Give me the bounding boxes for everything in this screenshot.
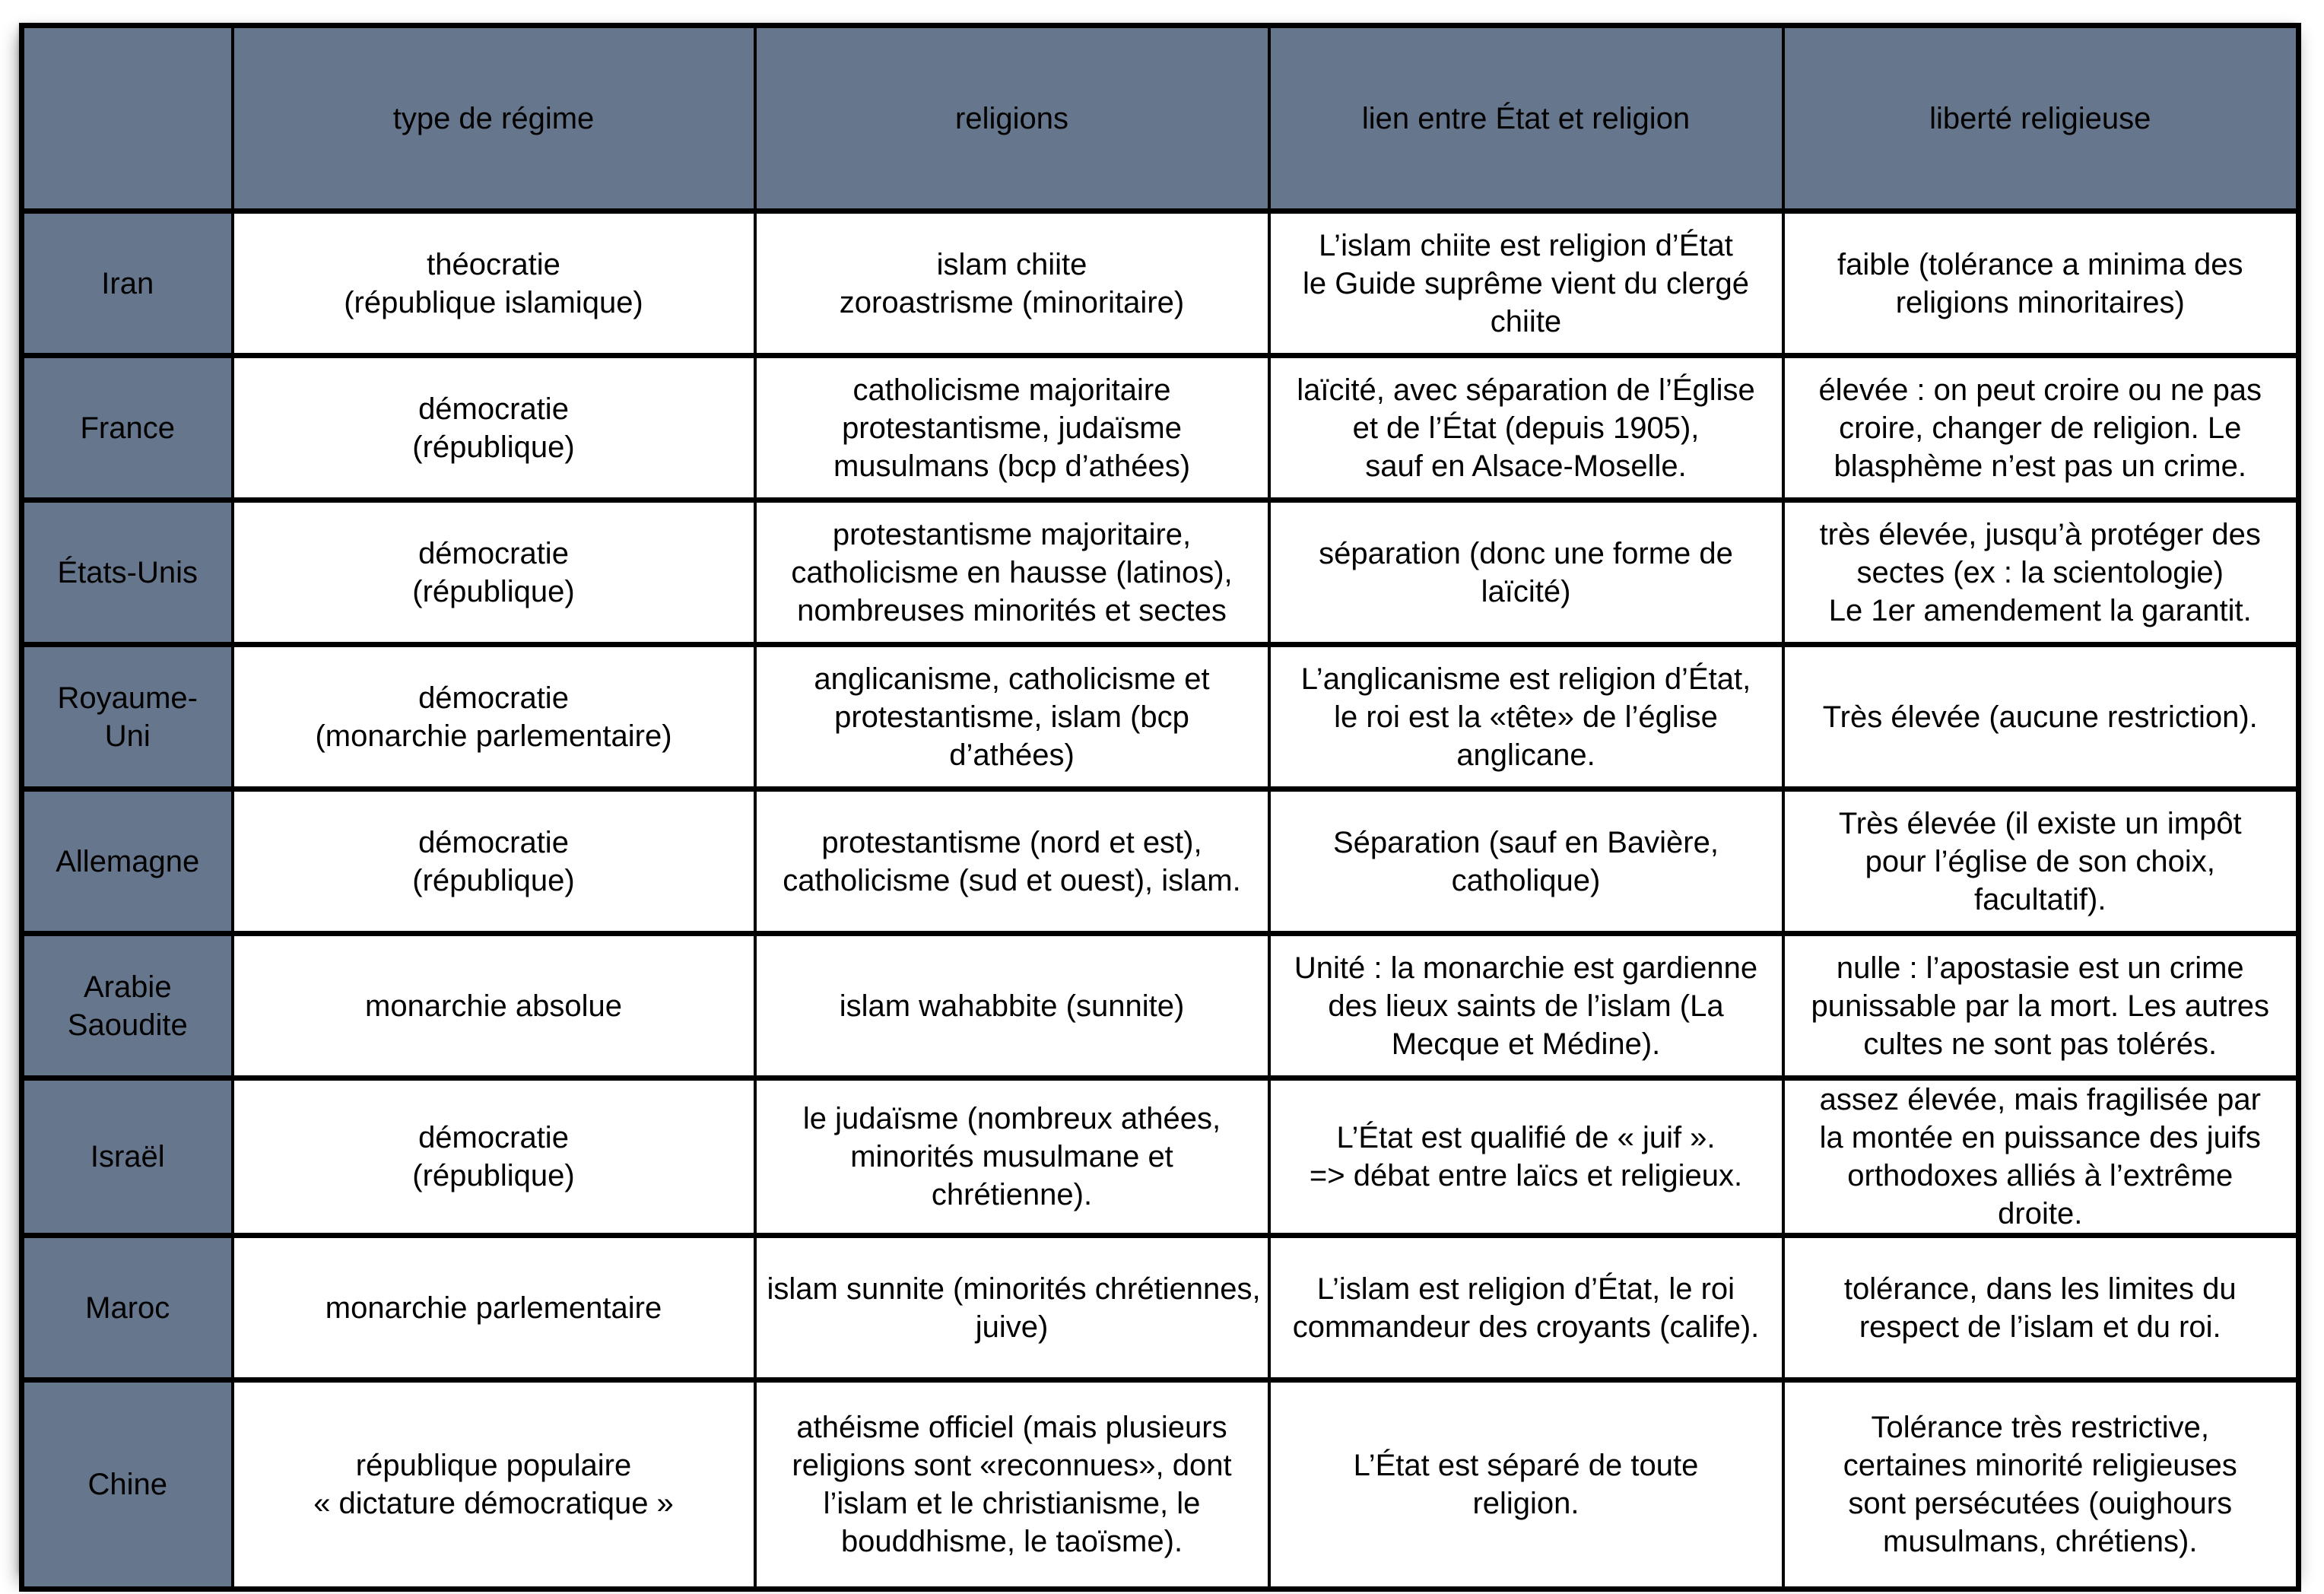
country-cell: [22, 211, 233, 356]
regime-text-line: (république): [412, 863, 575, 897]
religions-text-line: le judaïsme (nombreux athées,: [802, 1102, 1221, 1135]
lien-cell: [1269, 1380, 1783, 1589]
religions-cell: [755, 789, 1269, 934]
regime-cell: [233, 934, 755, 1078]
liberte-text-line: pour l’église de son choix,: [1865, 844, 2215, 878]
liberte-text-line: Très élevée (aucune restriction).: [1822, 700, 2258, 734]
liberte-text-line: la montée en puissance des juifs: [1819, 1121, 2261, 1154]
religions-text-line: protestantisme, judaïsme: [842, 411, 1182, 445]
liberte-text-line: croire, changer de religion. Le: [1839, 411, 2242, 445]
religions-text-line: protestantisme (nord et est),: [821, 825, 1202, 859]
header-type-de-regime: type de régime: [233, 26, 755, 211]
lien-cell: [1269, 356, 1783, 500]
regime-text-line: (république): [412, 1159, 575, 1192]
liberte-cell: [1783, 934, 2299, 1078]
country-text-line: Chine: [87, 1468, 167, 1501]
religions-text-line: religions sont «reconnues», dont: [792, 1449, 1232, 1482]
lien-cell: [1269, 1236, 1783, 1380]
regime-text-line: (monarchie parlementaire): [315, 719, 672, 753]
religions-cell: [755, 1236, 1269, 1380]
table-row: [22, 934, 2299, 1078]
country-cell: [22, 1236, 233, 1380]
liberte-text-line: respect de l’islam et du roi.: [1859, 1310, 2221, 1344]
table-row: [22, 645, 2299, 789]
table-row: [22, 356, 2299, 500]
regime-text-line: « dictature démocratique »: [313, 1487, 674, 1520]
liberte-text-line: punissable par la mort. Les autres: [1811, 989, 2270, 1023]
lien-text-line: et de l’État (depuis 1905),: [1352, 411, 1700, 445]
liberte-text-line: élevée : on peut croire ou ne pas: [1818, 373, 2262, 407]
religions-cell: [755, 1380, 1269, 1589]
country-cell: [22, 1380, 233, 1589]
regime-cell: [233, 645, 755, 789]
lien-text-line: sauf en Alsace-Moselle.: [1365, 449, 1687, 483]
country-text-line: Israël: [90, 1140, 165, 1173]
country-cell: [22, 934, 233, 1078]
regime-cell: [233, 1078, 755, 1236]
header-lien-etat-religion: lien entre État et religion: [1269, 26, 1783, 211]
country-text-line: Iran: [101, 266, 154, 300]
religions-text-line: anglicanisme, catholicisme et: [814, 662, 1210, 696]
religions-text-line: musulmans (bcp d’athées): [833, 449, 1191, 483]
country-text-line: Uni: [104, 719, 151, 753]
religions-text-line: islam chiite: [936, 247, 1087, 281]
liberte-text-line: facultatif).: [1974, 882, 2107, 916]
liberte-text-line: certaines minorité religieuses: [1843, 1449, 2237, 1482]
liberte-text-line: Tolérance très restrictive,: [1871, 1411, 2210, 1444]
regime-text-line: (république islamique): [344, 285, 643, 319]
lien-text-line: anglicane.: [1456, 738, 1595, 772]
religions-text-line: zoroastrisme (minoritaire): [839, 285, 1185, 319]
religions-text-line: catholicisme (sud et ouest), islam.: [783, 863, 1241, 897]
regime-text-line: théocratie: [427, 247, 560, 281]
liberte-text-line: tolérance, dans les limites du: [1843, 1272, 2237, 1306]
liberte-text-line: cultes ne sont pas tolérés.: [1863, 1027, 2218, 1061]
religions-text-line: protestantisme, islam (bcp: [834, 700, 1189, 734]
lien-text-line: L’islam chiite est religion d’État: [1319, 228, 1733, 262]
regime-cell: [233, 1236, 755, 1380]
country-text-line: France: [80, 411, 175, 445]
regime-text-line: (république): [412, 430, 575, 464]
comparison-table-container: [19, 23, 2296, 1572]
religions-text-line: minorités musulmane et: [850, 1140, 1173, 1173]
lien-text-line: Unité : la monarchie est gardienne: [1294, 951, 1758, 985]
regime-text-line: démocratie: [418, 536, 569, 570]
liberte-text-line: sectes (ex : la scientologie): [1856, 555, 2224, 589]
liberte-cell: [1783, 645, 2299, 789]
country-cell: [22, 645, 233, 789]
lien-text-line: Séparation (sauf en Bavière,: [1333, 825, 1719, 859]
lien-cell: [1269, 645, 1783, 789]
regime-text-line: monarchie absolue: [365, 989, 622, 1023]
liberte-cell: [1783, 500, 2299, 645]
country-text-line: Saoudite: [67, 1008, 188, 1042]
lien-text-line: chiite: [1490, 304, 1562, 338]
regime-text-line: (république): [412, 574, 575, 608]
lien-cell: [1269, 1078, 1783, 1236]
liberte-text-line: Le 1er amendement la garantit.: [1828, 593, 2252, 627]
liberte-text-line: blasphème n’est pas un crime.: [1833, 449, 2246, 483]
country-text-line: Royaume-: [57, 681, 198, 715]
table-row: [22, 500, 2299, 645]
regime-text-line: monarchie parlementaire: [325, 1291, 662, 1325]
country-cell: [22, 789, 233, 934]
regime-text-line: république populaire: [355, 1449, 632, 1482]
table-row: [22, 1078, 2299, 1236]
regime-cell: [233, 211, 755, 356]
religions-text-line: islam wahabbite (sunnite): [839, 989, 1185, 1023]
religions-text-line: protestantisme majoritaire,: [832, 517, 1192, 551]
liberte-text-line: nulle : l’apostasie est un crime: [1836, 951, 2244, 985]
liberte-cell: [1783, 1078, 2299, 1236]
religions-cell: [755, 211, 1269, 356]
religions-cell: [755, 356, 1269, 500]
regime-text-line: démocratie: [418, 825, 569, 859]
country-cell: [22, 1078, 233, 1236]
religions-cell: [755, 934, 1269, 1078]
table-row: [22, 1236, 2299, 1380]
lien-text-line: L’État est séparé de toute: [1353, 1449, 1699, 1482]
liberte-text-line: faible (tolérance a minima des: [1837, 247, 2243, 281]
liberte-text-line: Très élevée (il existe un impôt: [1838, 806, 2242, 840]
religions-text-line: l’islam et le christianisme, le: [823, 1487, 1201, 1520]
country-text-line: Arabie: [83, 970, 172, 1004]
lien-text-line: L’islam est religion d’État, le roi: [1316, 1272, 1735, 1306]
table-row: [22, 1380, 2299, 1589]
country-cell: [22, 500, 233, 645]
regime-cell: [233, 1380, 755, 1589]
state-religion-comparison-table: [19, 23, 2301, 1592]
religions-cell: [755, 500, 1269, 645]
regime-text-line: démocratie: [418, 681, 569, 715]
country-text-line: États-Unis: [57, 555, 198, 589]
liberte-cell: [1783, 1236, 2299, 1380]
country-text-line: Maroc: [85, 1291, 170, 1325]
religions-text-line: nombreuses minorités et sectes: [797, 593, 1227, 627]
lien-text-line: laïcité, avec séparation de l’Église: [1297, 373, 1755, 407]
religions-text-line: catholicisme majoritaire: [852, 373, 1171, 407]
liberte-cell: [1783, 789, 2299, 934]
liberte-text-line: assez élevée, mais fragilisée par: [1819, 1083, 2261, 1116]
religions-text-line: bouddhisme, le taoïsme).: [840, 1525, 1183, 1558]
liberte-text-line: religions minoritaires): [1895, 285, 2185, 319]
lien-text-line: catholique): [1451, 863, 1601, 897]
liberte-cell: [1783, 1380, 2299, 1589]
header-religions: religions: [755, 26, 1269, 211]
regime-text-line: démocratie: [418, 392, 569, 426]
lien-text-line: séparation (donc une forme de: [1319, 536, 1733, 570]
liberte-cell: [1783, 211, 2299, 356]
religions-text-line: athéisme officiel (mais plusieurs: [796, 1411, 1227, 1444]
lien-cell: [1269, 789, 1783, 934]
religions-cell: [755, 1078, 1269, 1236]
lien-text-line: L’État est qualifié de « juif ».: [1336, 1121, 1716, 1154]
lien-cell: [1269, 934, 1783, 1078]
lien-text-line: des lieux saints de l’islam (La: [1328, 989, 1724, 1023]
religions-text-line: juive): [975, 1310, 1049, 1344]
liberte-text-line: orthodoxes alliés à l’extrême: [1847, 1159, 2234, 1192]
liberte-text-line: sont persécutées (ouighours: [1848, 1487, 2233, 1520]
regime-cell: [233, 500, 755, 645]
lien-text-line: => débat entre laïcs et religieux.: [1309, 1159, 1743, 1192]
religions-cell: [755, 645, 1269, 789]
table-row: [22, 789, 2299, 934]
country-text-line: Allemagne: [56, 844, 200, 878]
header-row: [22, 26, 2299, 211]
lien-cell: [1269, 500, 1783, 645]
lien-cell: [1269, 211, 1783, 356]
regime-cell: [233, 789, 755, 934]
lien-text-line: le Guide suprême vient du clergé: [1303, 266, 1749, 300]
regime-cell: [233, 356, 755, 500]
lien-text-line: L’anglicanisme est religion d’État,: [1300, 662, 1751, 696]
religions-text-line: islam sunnite (minorités chrétiennes,: [767, 1272, 1261, 1306]
header-liberte-religieuse: liberté religieuse: [1783, 26, 2299, 211]
religions-text-line: d’athées): [949, 738, 1075, 772]
table-row: [22, 211, 2299, 356]
liberte-text-line: musulmans, chrétiens).: [1883, 1525, 2198, 1558]
regime-text-line: démocratie: [418, 1121, 569, 1154]
lien-text-line: le roi est la «tête» de l’église: [1334, 700, 1718, 734]
lien-text-line: commandeur des croyants (calife).: [1292, 1310, 1760, 1344]
lien-text-line: laïcité): [1481, 574, 1571, 608]
country-cell: [22, 356, 233, 500]
liberte-cell: [1783, 356, 2299, 500]
liberte-text-line: droite.: [1998, 1197, 2083, 1230]
religions-text-line: catholicisme en hausse (latinos),: [791, 555, 1233, 589]
lien-text-line: Mecque et Médine).: [1391, 1027, 1661, 1061]
liberte-text-line: très élevée, jusqu’à protéger des: [1819, 517, 2261, 551]
religions-text-line: chrétienne).: [931, 1178, 1093, 1211]
table-body: [22, 211, 2299, 1589]
corner-cell: [22, 26, 233, 211]
lien-text-line: religion.: [1472, 1487, 1579, 1520]
